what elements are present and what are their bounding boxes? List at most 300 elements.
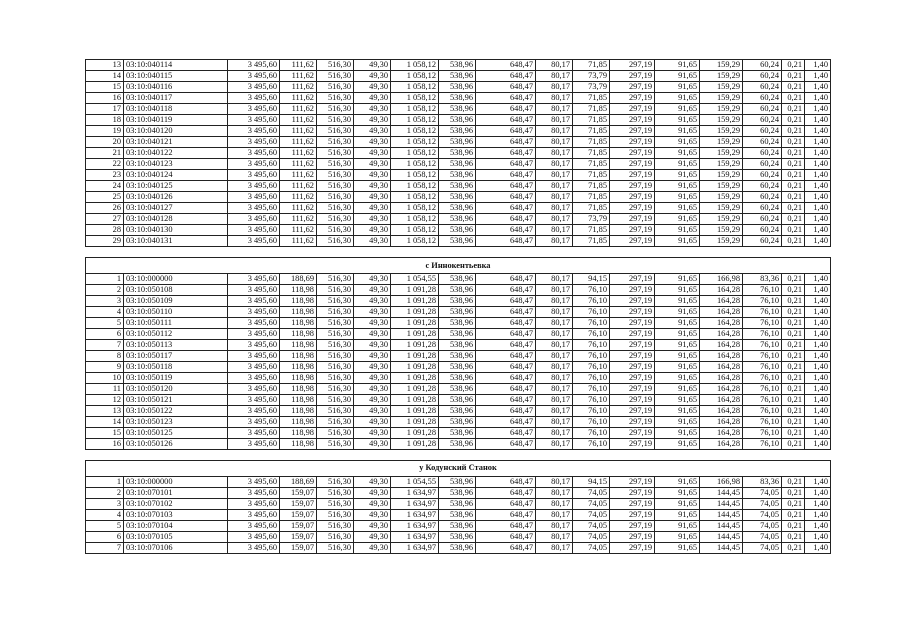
cadastral-code-cell: 03:10:050123 (124, 416, 228, 427)
row-number-cell: 19 (86, 126, 124, 137)
table-row (86, 438, 831, 449)
value-cell: 297,19 (610, 126, 655, 137)
cadastral-code-cell: 03:10:040127 (124, 203, 228, 214)
cadastral-code-cell: 03:10:070103 (124, 509, 228, 520)
value-cell: 1 054,55 (391, 476, 439, 487)
value-cell: 0,21 (782, 82, 805, 93)
value-cell: 60,24 (743, 71, 782, 82)
value-cell: 1,40 (805, 214, 831, 225)
value-cell: 76,10 (743, 328, 782, 339)
value-cell: 159,29 (700, 93, 743, 104)
row-number-cell: 4 (86, 509, 124, 520)
value-cell: 0,21 (782, 520, 805, 531)
section-header-row (86, 258, 831, 273)
value-cell: 118,98 (280, 405, 317, 416)
cadastral-code-cell: 03:10:040118 (124, 104, 228, 115)
value-cell: 0,21 (782, 328, 805, 339)
value-cell: 49,30 (354, 236, 391, 247)
value-cell: 0,21 (782, 339, 805, 350)
value-cell: 91,65 (655, 181, 700, 192)
table-row (86, 284, 831, 295)
value-cell: 648,47 (476, 394, 536, 405)
section-title: с Иннокентьевка (86, 258, 831, 273)
value-cell: 91,65 (655, 284, 700, 295)
value-cell: 297,19 (610, 137, 655, 148)
value-cell: 3 495,60 (228, 159, 280, 170)
value-cell: 159,29 (700, 225, 743, 236)
value-cell: 91,65 (655, 350, 700, 361)
value-cell: 1 058,12 (391, 203, 439, 214)
value-cell: 538,96 (439, 214, 476, 225)
value-cell: 1 058,12 (391, 214, 439, 225)
value-cell: 76,10 (573, 405, 610, 416)
value-cell: 3 495,60 (228, 82, 280, 93)
row-number-cell: 13 (86, 60, 124, 71)
value-cell: 76,10 (573, 394, 610, 405)
value-cell: 516,30 (317, 531, 354, 542)
value-cell: 648,47 (476, 427, 536, 438)
value-cell: 80,17 (536, 531, 573, 542)
value-cell: 538,96 (439, 383, 476, 394)
value-cell: 111,62 (280, 225, 317, 236)
value-cell: 164,28 (700, 284, 743, 295)
value-cell: 538,96 (439, 225, 476, 236)
value-cell: 648,47 (476, 284, 536, 295)
value-cell: 74,05 (573, 542, 610, 553)
value-cell: 159,29 (700, 60, 743, 71)
value-cell: 3 495,60 (228, 170, 280, 181)
value-cell: 49,30 (354, 60, 391, 71)
value-cell: 1 634,97 (391, 487, 439, 498)
value-cell: 297,19 (610, 115, 655, 126)
value-cell: 516,30 (317, 236, 354, 247)
value-cell: 91,65 (655, 126, 700, 137)
value-cell: 91,65 (655, 137, 700, 148)
value-cell: 3 495,60 (228, 405, 280, 416)
row-number-cell: 22 (86, 159, 124, 170)
value-cell: 1,40 (805, 192, 831, 203)
value-cell: 159,29 (700, 126, 743, 137)
value-cell: 3 495,60 (228, 126, 280, 137)
value-cell: 297,19 (610, 273, 655, 284)
value-cell: 1,40 (805, 82, 831, 93)
value-cell: 71,85 (573, 203, 610, 214)
value-cell: 71,85 (573, 192, 610, 203)
value-cell: 91,65 (655, 405, 700, 416)
value-cell: 76,10 (743, 394, 782, 405)
value-cell: 49,30 (354, 203, 391, 214)
value-cell: 0,21 (782, 225, 805, 236)
cadastral-code-cell: 03:10:050118 (124, 361, 228, 372)
value-cell: 144,45 (700, 487, 743, 498)
value-cell: 76,10 (573, 339, 610, 350)
value-cell: 297,19 (610, 520, 655, 531)
value-cell: 1 634,97 (391, 509, 439, 520)
value-cell: 1,40 (805, 236, 831, 247)
value-cell: 80,17 (536, 498, 573, 509)
value-cell: 538,96 (439, 372, 476, 383)
value-cell: 297,19 (610, 93, 655, 104)
cadastral-code-cell: 03:10:050109 (124, 295, 228, 306)
value-cell: 516,30 (317, 372, 354, 383)
value-cell: 80,17 (536, 273, 573, 284)
value-cell: 91,65 (655, 71, 700, 82)
value-cell: 1 091,28 (391, 361, 439, 372)
value-cell: 648,47 (476, 82, 536, 93)
value-cell: 111,62 (280, 104, 317, 115)
value-cell: 76,10 (743, 339, 782, 350)
value-cell: 1,40 (805, 416, 831, 427)
value-cell: 3 495,60 (228, 236, 280, 247)
value-cell: 49,30 (354, 509, 391, 520)
value-cell: 1 091,28 (391, 328, 439, 339)
table-row (86, 295, 831, 306)
value-cell: 0,21 (782, 273, 805, 284)
value-cell: 111,62 (280, 236, 317, 247)
value-cell: 71,85 (573, 93, 610, 104)
value-cell: 3 495,60 (228, 476, 280, 487)
value-cell: 49,30 (354, 71, 391, 82)
value-cell: 538,96 (439, 71, 476, 82)
value-cell: 73,79 (573, 214, 610, 225)
value-cell: 164,28 (700, 416, 743, 427)
value-cell: 1 058,12 (391, 126, 439, 137)
value-cell: 91,65 (655, 306, 700, 317)
value-cell: 1 058,12 (391, 137, 439, 148)
value-cell: 648,47 (476, 71, 536, 82)
value-cell: 49,30 (354, 225, 391, 236)
value-cell: 648,47 (476, 531, 536, 542)
value-cell: 159,29 (700, 148, 743, 159)
value-cell: 538,96 (439, 126, 476, 137)
value-cell: 0,21 (782, 170, 805, 181)
value-cell: 297,19 (610, 295, 655, 306)
value-cell: 1,40 (805, 203, 831, 214)
value-cell: 538,96 (439, 284, 476, 295)
value-cell: 144,45 (700, 531, 743, 542)
value-cell: 0,21 (782, 498, 805, 509)
value-cell: 648,47 (476, 214, 536, 225)
value-cell: 91,65 (655, 339, 700, 350)
value-cell: 516,30 (317, 339, 354, 350)
value-cell: 91,65 (655, 394, 700, 405)
value-cell: 159,07 (280, 487, 317, 498)
spacer-cell (86, 247, 831, 258)
value-cell: 1,40 (805, 284, 831, 295)
table-row (86, 214, 831, 225)
row-number-cell: 29 (86, 236, 124, 247)
value-cell: 538,96 (439, 339, 476, 350)
value-cell: 71,85 (573, 159, 610, 170)
value-cell: 164,28 (700, 394, 743, 405)
value-cell: 516,30 (317, 306, 354, 317)
value-cell: 60,24 (743, 93, 782, 104)
value-cell: 60,24 (743, 181, 782, 192)
value-cell: 0,21 (782, 427, 805, 438)
value-cell: 1 058,12 (391, 115, 439, 126)
value-cell: 1,40 (805, 520, 831, 531)
value-cell: 538,96 (439, 416, 476, 427)
value-cell: 538,96 (439, 361, 476, 372)
row-number-cell: 15 (86, 427, 124, 438)
value-cell: 91,65 (655, 476, 700, 487)
section-spacer-row (86, 449, 831, 460)
table-row (86, 104, 831, 115)
value-cell: 3 495,60 (228, 509, 280, 520)
value-cell: 49,30 (354, 306, 391, 317)
value-cell: 3 495,60 (228, 531, 280, 542)
value-cell: 1,40 (805, 476, 831, 487)
value-cell: 1,40 (805, 372, 831, 383)
value-cell: 538,96 (439, 542, 476, 553)
table-row (86, 498, 831, 509)
value-cell: 297,19 (610, 405, 655, 416)
value-cell: 91,65 (655, 328, 700, 339)
value-cell: 297,19 (610, 361, 655, 372)
value-cell: 166,98 (700, 273, 743, 284)
value-cell: 648,47 (476, 416, 536, 427)
value-cell: 159,29 (700, 82, 743, 93)
value-cell: 1,40 (805, 148, 831, 159)
value-cell: 49,30 (354, 126, 391, 137)
value-cell: 516,30 (317, 328, 354, 339)
value-cell: 648,47 (476, 170, 536, 181)
value-cell: 516,30 (317, 170, 354, 181)
value-cell: 91,65 (655, 542, 700, 553)
value-cell: 1,40 (805, 328, 831, 339)
value-cell: 164,28 (700, 405, 743, 416)
value-cell: 49,30 (354, 542, 391, 553)
value-cell: 80,17 (536, 71, 573, 82)
value-cell: 71,85 (573, 115, 610, 126)
value-cell: 159,29 (700, 104, 743, 115)
value-cell: 1,40 (805, 115, 831, 126)
value-cell: 3 495,60 (228, 115, 280, 126)
value-cell: 3 495,60 (228, 361, 280, 372)
value-cell: 516,30 (317, 60, 354, 71)
value-cell: 76,10 (743, 438, 782, 449)
value-cell: 3 495,60 (228, 372, 280, 383)
value-cell: 76,10 (743, 427, 782, 438)
value-cell: 3 495,60 (228, 306, 280, 317)
value-cell: 76,10 (573, 350, 610, 361)
row-number-cell: 2 (86, 487, 124, 498)
value-cell: 49,30 (354, 383, 391, 394)
value-cell: 74,05 (573, 509, 610, 520)
value-cell: 3 495,60 (228, 137, 280, 148)
value-cell: 1 091,28 (391, 427, 439, 438)
value-cell: 91,65 (655, 148, 700, 159)
row-number-cell: 13 (86, 405, 124, 416)
row-number-cell: 17 (86, 104, 124, 115)
value-cell: 0,21 (782, 192, 805, 203)
value-cell: 91,65 (655, 60, 700, 71)
table-row (86, 509, 831, 520)
value-cell: 297,19 (610, 509, 655, 520)
value-cell: 159,07 (280, 531, 317, 542)
section-title: у Кодунский Станок (86, 461, 831, 476)
value-cell: 3 495,60 (228, 104, 280, 115)
value-cell: 297,19 (610, 148, 655, 159)
value-cell: 0,21 (782, 115, 805, 126)
value-cell: 648,47 (476, 405, 536, 416)
value-cell: 3 495,60 (228, 438, 280, 449)
value-cell: 76,10 (573, 383, 610, 394)
document-page (85, 59, 830, 554)
table-row (86, 416, 831, 427)
value-cell: 159,29 (700, 192, 743, 203)
row-number-cell: 16 (86, 438, 124, 449)
value-cell: 1 091,28 (391, 350, 439, 361)
value-cell: 297,19 (610, 71, 655, 82)
value-cell: 1 091,28 (391, 405, 439, 416)
value-cell: 538,96 (439, 317, 476, 328)
value-cell: 164,28 (700, 339, 743, 350)
value-cell: 74,05 (743, 531, 782, 542)
value-cell: 80,17 (536, 350, 573, 361)
value-cell: 516,30 (317, 225, 354, 236)
value-cell: 1,40 (805, 487, 831, 498)
value-cell: 49,30 (354, 339, 391, 350)
value-cell: 3 495,60 (228, 284, 280, 295)
value-cell: 164,28 (700, 317, 743, 328)
value-cell: 49,30 (354, 487, 391, 498)
value-cell: 648,47 (476, 148, 536, 159)
value-cell: 538,96 (439, 350, 476, 361)
row-number-cell: 9 (86, 361, 124, 372)
row-number-cell: 3 (86, 498, 124, 509)
value-cell: 297,19 (610, 328, 655, 339)
value-cell: 74,05 (743, 498, 782, 509)
value-cell: 1,40 (805, 509, 831, 520)
value-cell: 80,17 (536, 104, 573, 115)
value-cell: 1,40 (805, 317, 831, 328)
row-number-cell: 4 (86, 306, 124, 317)
value-cell: 74,05 (743, 509, 782, 520)
row-number-cell: 15 (86, 82, 124, 93)
value-cell: 1,40 (805, 93, 831, 104)
value-cell: 538,96 (439, 148, 476, 159)
value-cell: 80,17 (536, 416, 573, 427)
value-cell: 538,96 (439, 181, 476, 192)
value-cell: 80,17 (536, 317, 573, 328)
table-body (86, 60, 831, 554)
value-cell: 1,40 (805, 71, 831, 82)
value-cell: 91,65 (655, 531, 700, 542)
value-cell: 648,47 (476, 498, 536, 509)
value-cell: 159,07 (280, 542, 317, 553)
value-cell: 1,40 (805, 427, 831, 438)
value-cell: 648,47 (476, 328, 536, 339)
value-cell: 94,15 (573, 273, 610, 284)
table-row (86, 192, 831, 203)
value-cell: 80,17 (536, 82, 573, 93)
table-row (86, 273, 831, 284)
value-cell: 49,30 (354, 361, 391, 372)
value-cell: 76,10 (743, 405, 782, 416)
value-cell: 3 495,60 (228, 520, 280, 531)
value-cell: 648,47 (476, 115, 536, 126)
value-cell: 159,29 (700, 203, 743, 214)
value-cell: 74,05 (743, 520, 782, 531)
cadastral-code-cell: 03:10:070104 (124, 520, 228, 531)
value-cell: 111,62 (280, 126, 317, 137)
value-cell: 159,07 (280, 520, 317, 531)
value-cell: 3 495,60 (228, 317, 280, 328)
value-cell: 1 058,12 (391, 170, 439, 181)
cadastral-code-cell: 03:10:000000 (124, 273, 228, 284)
value-cell: 516,30 (317, 192, 354, 203)
value-cell: 111,62 (280, 82, 317, 93)
value-cell: 1,40 (805, 394, 831, 405)
row-number-cell: 11 (86, 383, 124, 394)
value-cell: 648,47 (476, 350, 536, 361)
row-number-cell: 26 (86, 203, 124, 214)
value-cell: 80,17 (536, 361, 573, 372)
value-cell: 91,65 (655, 361, 700, 372)
value-cell: 0,21 (782, 159, 805, 170)
value-cell: 1 058,12 (391, 93, 439, 104)
value-cell: 648,47 (476, 520, 536, 531)
value-cell: 80,17 (536, 438, 573, 449)
cadastral-code-cell: 03:10:070105 (124, 531, 228, 542)
value-cell: 80,17 (536, 476, 573, 487)
value-cell: 516,30 (317, 104, 354, 115)
cadastral-code-cell: 03:10:050117 (124, 350, 228, 361)
value-cell: 80,17 (536, 115, 573, 126)
value-cell: 297,19 (610, 339, 655, 350)
value-cell: 538,96 (439, 170, 476, 181)
value-cell: 1,40 (805, 339, 831, 350)
value-cell: 80,17 (536, 214, 573, 225)
value-cell: 73,79 (573, 71, 610, 82)
value-cell: 648,47 (476, 372, 536, 383)
value-cell: 91,65 (655, 82, 700, 93)
value-cell: 538,96 (439, 159, 476, 170)
value-cell: 297,19 (610, 60, 655, 71)
table-row (86, 427, 831, 438)
row-number-cell: 1 (86, 476, 124, 487)
value-cell: 1 058,12 (391, 225, 439, 236)
value-cell: 91,65 (655, 509, 700, 520)
value-cell: 1 091,28 (391, 317, 439, 328)
value-cell: 1 058,12 (391, 159, 439, 170)
value-cell: 74,05 (573, 498, 610, 509)
value-cell: 118,98 (280, 295, 317, 306)
value-cell: 516,30 (317, 520, 354, 531)
value-cell: 297,19 (610, 487, 655, 498)
row-number-cell: 7 (86, 542, 124, 553)
row-number-cell: 8 (86, 350, 124, 361)
value-cell: 91,65 (655, 295, 700, 306)
value-cell: 80,17 (536, 236, 573, 247)
value-cell: 1 058,12 (391, 192, 439, 203)
value-cell: 111,62 (280, 181, 317, 192)
value-cell: 91,65 (655, 203, 700, 214)
value-cell: 516,30 (317, 394, 354, 405)
value-cell: 76,10 (743, 284, 782, 295)
value-cell: 91,65 (655, 372, 700, 383)
value-cell: 516,30 (317, 438, 354, 449)
row-number-cell: 7 (86, 339, 124, 350)
value-cell: 297,19 (610, 498, 655, 509)
value-cell: 80,17 (536, 427, 573, 438)
value-cell: 111,62 (280, 159, 317, 170)
value-cell: 648,47 (476, 339, 536, 350)
value-cell: 91,65 (655, 487, 700, 498)
value-cell: 159,29 (700, 181, 743, 192)
value-cell: 118,98 (280, 339, 317, 350)
